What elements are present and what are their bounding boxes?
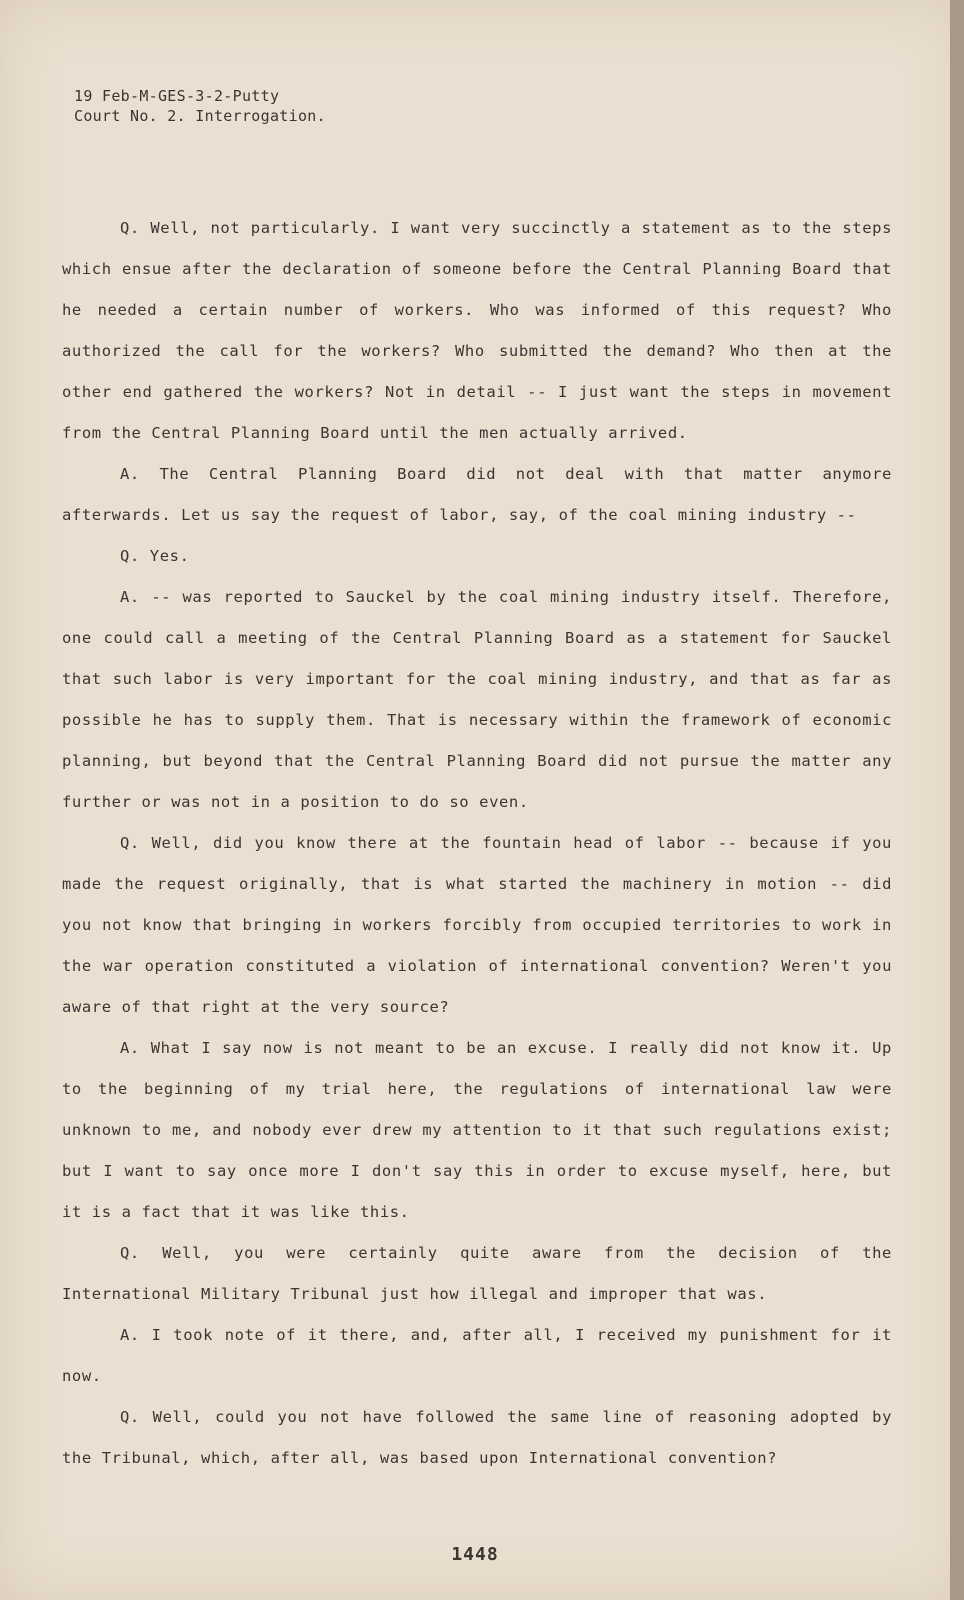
document-header (74, 86, 326, 126)
transcript-paragraph: A. -- was reported to Sauckel by the coal mining industry itself. Therefore, one could call a meeting of the Central Planning Board as a statement for Sauckel that such labor is very important for the coal mining industry, and that as far as possible he has to supply them. That is necessary within the framework of economic planning, but beyond that the Central Planning Board did not pursue the matter any further or was not in a position to do so even. (62, 588, 892, 811)
transcript-body (62, 208, 892, 1479)
page-number: 1448 (451, 1544, 499, 1565)
transcript-paragraph: Q. Well, not particularly. I want very succinctly a statement as to the steps which ensue after the declaration of someone before the Central Planning Board that he needed a certain number of workers. Who was informed of this request? Who authorized the call for the workers? Who submitted the demand? Who then at the other end gathered the workers? Not in detail -- I just want the steps in movement from the Central Planning Board until the men actually arrived. (62, 219, 892, 442)
header-court: Court No. 2. Interrogation. (74, 107, 326, 125)
transcript-paragraph: Q. Well, you were certainly quite aware from the decision of the International Military Tribunal just how illegal and improper that was. (62, 1244, 892, 1303)
transcript-paragraph: Q. Well, did you know there at the fountain head of labor -- because if you made the request originally, that is what started the machinery in motion -- did you not know that bringing in workers forcibly from occupied territories to work in the war operation constituted a violation of international convention? Weren't you aware of that right at the very source? (62, 834, 892, 1016)
header-reference: 19 Feb-M-GES-3-2-Putty (74, 87, 280, 105)
transcript-paragraph: Q. Yes. (120, 547, 190, 565)
transcript-paragraph: A. I took note of it there, and, after all, I received my punishment for it now. (62, 1326, 892, 1385)
transcript-paragraph: Q. Well, could you not have followed the same line of reasoning adopted by the Tribunal, which, after all, was based upon International convention? (62, 1408, 892, 1467)
transcript-paragraph: A. The Central Planning Board did not deal with that matter anymore afterwards. Let us say the request of labor, say, of the coal mining industry -- (62, 465, 892, 524)
page-edge (950, 0, 964, 1600)
transcript-paragraph: A. What I say now is not meant to be an excuse. I really did not know it. Up to the beginning of my trial here, the regulations of international law were unknown to me, and nobody ever drew my attention to it that such regulations exist; but I want to say once more I don't say this in order to excuse myself, here, but it is a fact that it was like this. (62, 1039, 892, 1221)
